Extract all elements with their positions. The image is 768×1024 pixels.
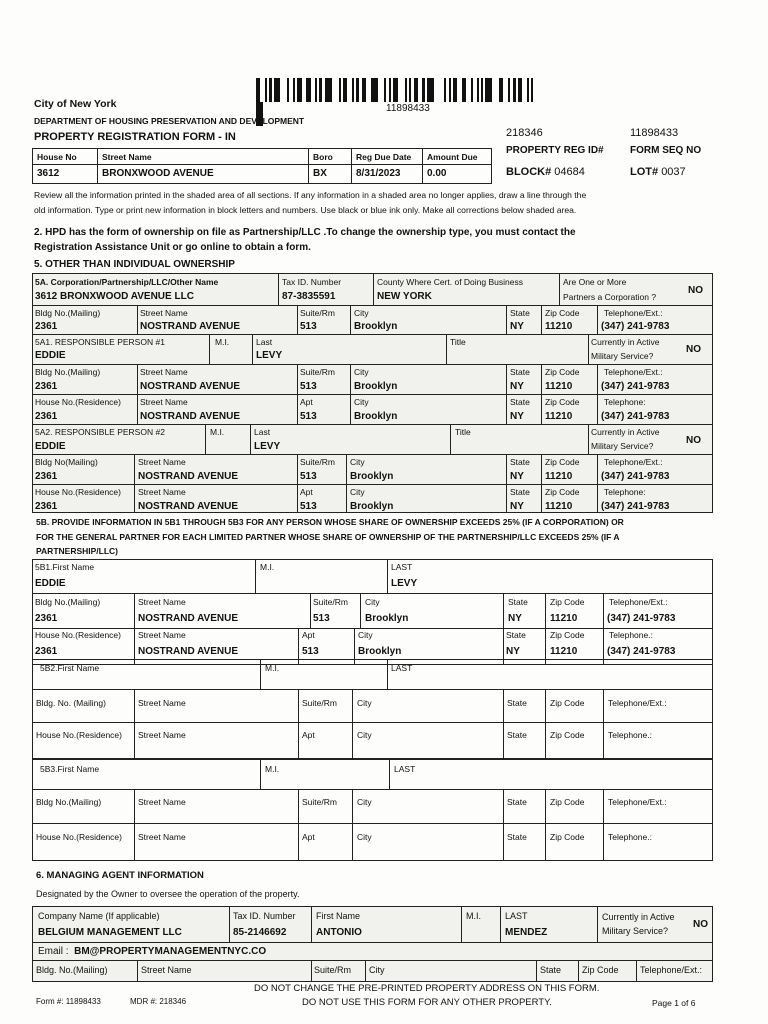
agent-company-label: Company Name (If applicable): [38, 911, 160, 921]
rp2-apt-value: 513: [300, 501, 317, 512]
b2-house-label: House No.(Residence): [36, 730, 122, 740]
b1-first-name: EDDIE: [35, 578, 66, 589]
b1-apt-label: Apt: [302, 630, 315, 640]
rp1-mi-label: M.I.: [215, 337, 230, 347]
b3-apt-label: Apt: [302, 832, 315, 842]
b2-mi-label: M.I.: [265, 663, 280, 673]
rp1-res-street-label: Street Name: [140, 397, 188, 407]
col-boro: Boro: [313, 152, 333, 162]
b2-apt-label: Apt: [302, 730, 315, 740]
rp2-mi-label: M.I.: [210, 427, 225, 437]
rp2-res-state-label: State: [510, 487, 530, 497]
b2-city-label: City: [357, 698, 372, 708]
b1-res-zip-label: Zip Code: [550, 630, 585, 640]
rp1-res-tel-value: (347) 241-9783: [601, 411, 670, 422]
corp-street-label: Street Name: [140, 308, 188, 318]
rp1-suite-value: 513: [300, 381, 317, 392]
b1-last-name: LEVY: [391, 578, 418, 589]
agent-suite-label: Suite/Rm: [314, 965, 352, 975]
corp-tel-label: Telephone/Ext.:: [604, 308, 663, 318]
b3-first-label: 5B3.First Name: [40, 764, 100, 774]
agent-street-label: Street Name: [141, 965, 192, 975]
b2-bldg-label: Bldg. No. (Mailing): [36, 698, 106, 708]
corp-name-value: 3612 BRONXWOOD AVENUE LLC: [35, 291, 194, 302]
partners-corp-value: NO: [688, 285, 703, 296]
section-5b-instructions-1: 5B. PROVIDE INFORMATION IN 5B1 THROUGH 5B3 FOR ANY PERSON WHOSE SHARE OF OWNERSHIP EXCEEDS 25% (IF A CORPORATION) OR: [36, 517, 624, 527]
b3-res-zip-label: Zip Code: [550, 832, 585, 842]
rp1-military-label-2: Military Service?: [591, 351, 654, 361]
footer-form-number: Form #: 11898433: [36, 997, 101, 1006]
rp2-res-street-label: Street Name: [138, 487, 186, 497]
house-no-value: 3612: [37, 168, 60, 179]
b3-house-label: House No.(Residence): [36, 832, 122, 842]
department-title: DEPARTMENT OF HOUSING PRESERVATION AND DEVELOPMENT: [34, 116, 305, 126]
rp2-city-label: City: [350, 457, 365, 467]
b1-res-zip-value: 11210: [550, 646, 578, 657]
corp-zip-label: Zip Code: [545, 308, 580, 318]
rp2-last-label: Last: [254, 427, 271, 437]
property-address-table: [32, 148, 492, 184]
b1-apt-value: 513: [302, 646, 319, 657]
corp-suite-value: 513: [300, 321, 317, 332]
rp2-zip-label: Zip Code: [545, 457, 580, 467]
rp1-res-city-value: Brooklyn: [354, 411, 398, 422]
rp2-state-label: State: [510, 457, 530, 467]
rp1-last-label: Last: [256, 337, 273, 347]
form-seq-value: 11898433: [630, 127, 679, 139]
county-value: NEW YORK: [377, 291, 432, 302]
agent-state-label: State: [540, 965, 562, 975]
rp2-street-label: Street Name: [138, 457, 186, 467]
agent-tel-label: Telephone/Ext.:: [640, 965, 703, 975]
section-5-title: 5. OTHER THAN INDIVIDUAL OWNERSHIP: [34, 259, 235, 270]
lot-number: LOT# 0037: [630, 166, 686, 178]
agent-taxid-value: 85-2146692: [233, 927, 287, 938]
corp-name-label: 5A. Corporation/Partnership/LLC/Other Name: [35, 277, 219, 287]
rp2-res-zip-value: 11210: [545, 501, 573, 512]
rp1-bldg-value: 2361: [35, 381, 58, 392]
b1-mi-label: M.I.: [260, 562, 275, 572]
b3-bldg-label: Bldg No.(Mailing): [36, 797, 102, 807]
section-5b-instructions-3: PARTNERSHIP/LLC): [36, 546, 119, 556]
b1-first-label: 5B1.First Name: [35, 562, 95, 572]
b2-first-label: 5B2.First Name: [40, 663, 100, 673]
rp2-city-value: Brooklyn: [350, 471, 394, 482]
footer-mdr: MDR #: 218346: [130, 997, 187, 1006]
corp-street-value: NOSTRAND AVENUE: [140, 321, 241, 332]
b3-zip-label: Zip Code: [550, 797, 585, 807]
agent-military-value: NO: [693, 919, 708, 930]
b1-res-street-label: Street Name: [138, 630, 186, 640]
b1-res-city-label: City: [358, 630, 373, 640]
b3-res-tel-label: Telephone.:: [608, 832, 652, 842]
rp2-tel-label: Telephone/Ext.:: [604, 457, 663, 467]
agent-military-label-1: Currently in Active: [602, 912, 675, 922]
b1-res-street-value: NOSTRAND AVENUE: [138, 646, 239, 657]
b3-res-city-label: City: [357, 832, 372, 842]
rp1-street-label: Street Name: [140, 367, 188, 377]
agent-email: Email : BM@PROPERTYMANAGEMENTNYC.CO: [38, 946, 267, 957]
b2-street-label: Street Name: [138, 698, 186, 708]
b1-city-value: Brooklyn: [365, 613, 409, 624]
b1-state-label: State: [508, 597, 528, 607]
b3-tel-label: Telephone/Ext.:: [608, 797, 667, 807]
rp2-house-value: 2361: [35, 501, 58, 512]
rp1-res-state-label: State: [510, 397, 530, 407]
agent-zip-label: Zip Code: [582, 965, 619, 975]
rp1-res-zip-value: 11210: [545, 411, 573, 422]
corp-bldg-value: 2361: [35, 321, 58, 332]
b1-zip-value: 11210: [550, 613, 578, 624]
b2-res-zip-label: Zip Code: [550, 730, 585, 740]
rp1-house-label: House No.(Residence): [35, 397, 121, 407]
partners-corp-label-2: Partners a Corporation ?: [563, 292, 657, 302]
b1-city-label: City: [365, 597, 380, 607]
rp1-zip-value: 11210: [545, 381, 573, 392]
b1-street-label: Street Name: [138, 597, 186, 607]
rp2-suite-value: 513: [300, 471, 317, 482]
b2-suite-label: Suite/Rm: [302, 698, 337, 708]
corp-bldg-label: Bldg No.(Mailing): [35, 308, 101, 318]
b1-state-value: NY: [508, 613, 522, 624]
b3-suite-label: Suite/Rm: [302, 797, 337, 807]
section-5b-instructions-2: FOR THE GENERAL PARTNER FOR EACH LIMITED PARTNER WHOSE SHARE OF OWNERSHIP OF THE PARTNERSHIP/LLC EXCEEDS 25% (IF A: [36, 532, 620, 542]
rp2-res-tel-label: Telephone:: [604, 487, 646, 497]
rp2-first-name: EDDIE: [35, 441, 66, 452]
col-house-no: House No: [37, 152, 77, 162]
b1-last-label: LAST: [391, 562, 413, 572]
b1-suite-label: Suite/Rm: [313, 597, 348, 607]
rp2-house-label: House No.(Residence): [35, 487, 121, 497]
footer-notice-2: DO NOT USE THIS FORM FOR ANY OTHER PROPERTY.: [302, 997, 552, 1008]
b1-res-state-label: State: [506, 630, 526, 640]
street-name-value: BRONXWOOD AVENUE: [102, 168, 214, 179]
rp1-res-state-value: NY: [510, 411, 524, 422]
rp1-bldg-label: Bldg No.(Mailing): [35, 367, 101, 377]
county-label: County Where Cert. of Doing Business: [377, 277, 523, 287]
block-number: BLOCK# 04684: [506, 166, 585, 178]
b1-house-value: 2361: [35, 646, 58, 657]
b1-zip-label: Zip Code: [550, 597, 585, 607]
col-reg-due-date: Reg Due Date: [356, 152, 412, 162]
instructions-line-2: old information. Type or print new information in block letters and numbers. Use black or blue ink only. Make all corrections below shaded area.: [34, 205, 577, 215]
rp1-military-value: NO: [686, 344, 701, 355]
rp1-tel-value: (347) 241-9783: [601, 381, 670, 392]
rp2-res-state-value: NY: [510, 501, 524, 512]
footer-notice-1: DO NOT CHANGE THE PRE-PRINTED PROPERTY ADDRESS ON THIS FORM.: [254, 983, 600, 994]
b2-res-tel-label: Telephone.:: [608, 730, 652, 740]
rp1-label: 5A1. RESPONSIBLE PERSON #1: [35, 337, 165, 347]
b1-res-tel-value: (347) 241-9783: [607, 646, 676, 657]
rp2-military-label-1: Currently in Active: [591, 427, 660, 437]
rp1-state-label: State: [510, 367, 530, 377]
agent-first-label: First Name: [316, 911, 361, 921]
rp2-last-name: LEVY: [254, 441, 281, 452]
b2-last-label: LAST: [391, 663, 413, 673]
reg-due-date-value: 8/31/2023: [356, 168, 401, 179]
boro-value: BX: [313, 168, 327, 179]
agent-bldg-label: Bldg. No.(Mailing): [36, 965, 108, 975]
amount-due-value: 0.00: [427, 168, 447, 179]
b1-res-city-value: Brooklyn: [358, 646, 402, 657]
rp1-res-zip-label: Zip Code: [545, 397, 580, 407]
rp1-res-street-value: NOSTRAND AVENUE: [140, 411, 241, 422]
b1-res-tel-label: Telephone.:: [609, 630, 653, 640]
rp2-res-street-value: NOSTRAND AVENUE: [138, 501, 239, 512]
rp2-state-value: NY: [510, 471, 524, 482]
rp1-res-city-label: City: [354, 397, 369, 407]
corp-taxid-value: 87-3835591: [282, 291, 336, 302]
agent-taxid-label: Tax ID. Number: [233, 911, 296, 921]
section-6-description: Designated by the Owner to oversee the operation of the property.: [36, 889, 300, 899]
ownership-type-notice-2: Registration Assistance Unit or go online to obtain a form.: [34, 242, 311, 253]
b2-tel-label: Telephone/Ext.:: [608, 698, 667, 708]
rp1-zip-label: Zip Code: [545, 367, 580, 377]
rp2-military-value: NO: [686, 435, 701, 446]
rp2-zip-value: 11210: [545, 471, 573, 482]
rp2-label: 5A2. RESPONSIBLE PERSON #2: [35, 427, 165, 437]
footer-page-number: Page 1 of 6: [652, 998, 696, 1008]
b3-last-label: LAST: [394, 764, 416, 774]
agent-company-value: BELGIUM MANAGEMENT LLC: [38, 927, 182, 938]
corp-state-label: State: [510, 308, 530, 318]
corp-city-label: City: [354, 308, 369, 318]
b2-state-label: State: [507, 698, 527, 708]
rp2-suite-label: Suite/Rm: [300, 457, 335, 467]
rp1-first-name: EDDIE: [35, 350, 66, 361]
b1-bldg-value: 2361: [35, 613, 58, 624]
corp-tel-value: (347) 241-9783: [601, 321, 670, 332]
rp2-bldg-label: Bldg No(Mailing): [35, 457, 98, 467]
b3-street-label: Street Name: [138, 797, 186, 807]
corp-suite-label: Suite/Rm: [300, 308, 335, 318]
agent-city-label: City: [369, 965, 385, 975]
rp2-bldg-value: 2361: [35, 471, 58, 482]
rp2-res-city-label: City: [350, 487, 365, 497]
col-amount-due: Amount Due: [427, 152, 478, 162]
rp1-tel-label: Telephone/Ext.:: [604, 367, 663, 377]
b1-street-value: NOSTRAND AVENUE: [138, 613, 239, 624]
instructions-line-1: Review all the information printed in the shaded area of all sections. If any information in a shaded area no longer applies, draw a line through the: [34, 190, 587, 200]
rp2-res-city-value: Brooklyn: [350, 501, 394, 512]
b1-house-label: House No.(Residence): [35, 630, 121, 640]
rp1-res-tel-label: Telephone:: [604, 397, 646, 407]
corp-state-value: NY: [510, 321, 524, 332]
form-title: PROPERTY REGISTRATION FORM - IN: [34, 131, 236, 143]
rp1-city-value: Brooklyn: [354, 381, 398, 392]
agent-last-label: LAST: [505, 911, 528, 921]
rp2-tel-value: (347) 241-9783: [601, 471, 670, 482]
rp2-apt-label: Apt: [300, 487, 313, 497]
corp-taxid-label: Tax ID. Number: [282, 277, 342, 287]
section-6-title: 6. MANAGING AGENT INFORMATION: [36, 870, 204, 881]
form-seq-label: FORM SEQ NO: [630, 145, 702, 156]
rp2-res-zip-label: Zip Code: [545, 487, 580, 497]
b1-tel-value: (347) 241-9783: [607, 613, 676, 624]
ownership-type-notice: 2. HPD has the form of ownership on file as Partnership/LLC .To change the ownership type, you must contact the: [34, 227, 576, 238]
rp1-military-label-1: Currently in Active: [591, 337, 660, 347]
agent-last-value: MENDEZ: [505, 927, 548, 938]
corp-zip-value: 11210: [545, 321, 573, 332]
rp1-apt-label: Apt: [300, 397, 313, 407]
rp1-title-label: Title: [450, 337, 466, 347]
property-reg-id-label: PROPERTY REG ID#: [506, 145, 604, 156]
agent-military-label-2: Military Service?: [602, 926, 669, 936]
b1-bldg-label: Bldg No.(Mailing): [35, 597, 101, 607]
b1-res-state-value: NY: [506, 646, 520, 657]
b2-res-state-label: State: [507, 730, 527, 740]
b3-mi-label: M.I.: [265, 764, 280, 774]
barcode: [256, 78, 536, 102]
property-reg-id-value: 218346: [506, 127, 543, 139]
agent-first-value: ANTONIO: [316, 927, 362, 938]
rp1-state-value: NY: [510, 381, 524, 392]
b3-res-street-label: Street Name: [138, 832, 186, 842]
col-street-name: Street Name: [102, 152, 152, 162]
partners-corp-label-1: Are One or More: [563, 277, 627, 287]
corp-city-value: Brooklyn: [354, 321, 398, 332]
barcode-number: 11898433: [386, 103, 430, 114]
b3-res-state-label: State: [507, 832, 527, 842]
b3-state-label: State: [507, 797, 527, 807]
rp1-city-label: City: [354, 367, 369, 377]
b2-res-street-label: Street Name: [138, 730, 186, 740]
b1-tel-label: Telephone/Ext.:: [609, 597, 668, 607]
city-title: City of New York: [34, 98, 117, 110]
rp2-military-label-2: Military Service?: [591, 441, 654, 451]
b2-res-city-label: City: [357, 730, 372, 740]
rp2-title-label: Title: [455, 427, 471, 437]
rp1-last-name: LEVY: [256, 350, 283, 361]
rp2-street-value: NOSTRAND AVENUE: [138, 471, 239, 482]
rp1-house-value: 2361: [35, 411, 58, 422]
agent-mi-label: M.I.: [466, 911, 481, 921]
rp1-suite-label: Suite/Rm: [300, 367, 335, 377]
rp1-street-value: NOSTRAND AVENUE: [140, 381, 241, 392]
b1-suite-value: 513: [313, 613, 330, 624]
rp2-res-tel-value: (347) 241-9783: [601, 501, 670, 512]
rp1-apt-value: 513: [300, 411, 317, 422]
b2-zip-label: Zip Code: [550, 698, 585, 708]
b3-city-label: City: [357, 797, 372, 807]
